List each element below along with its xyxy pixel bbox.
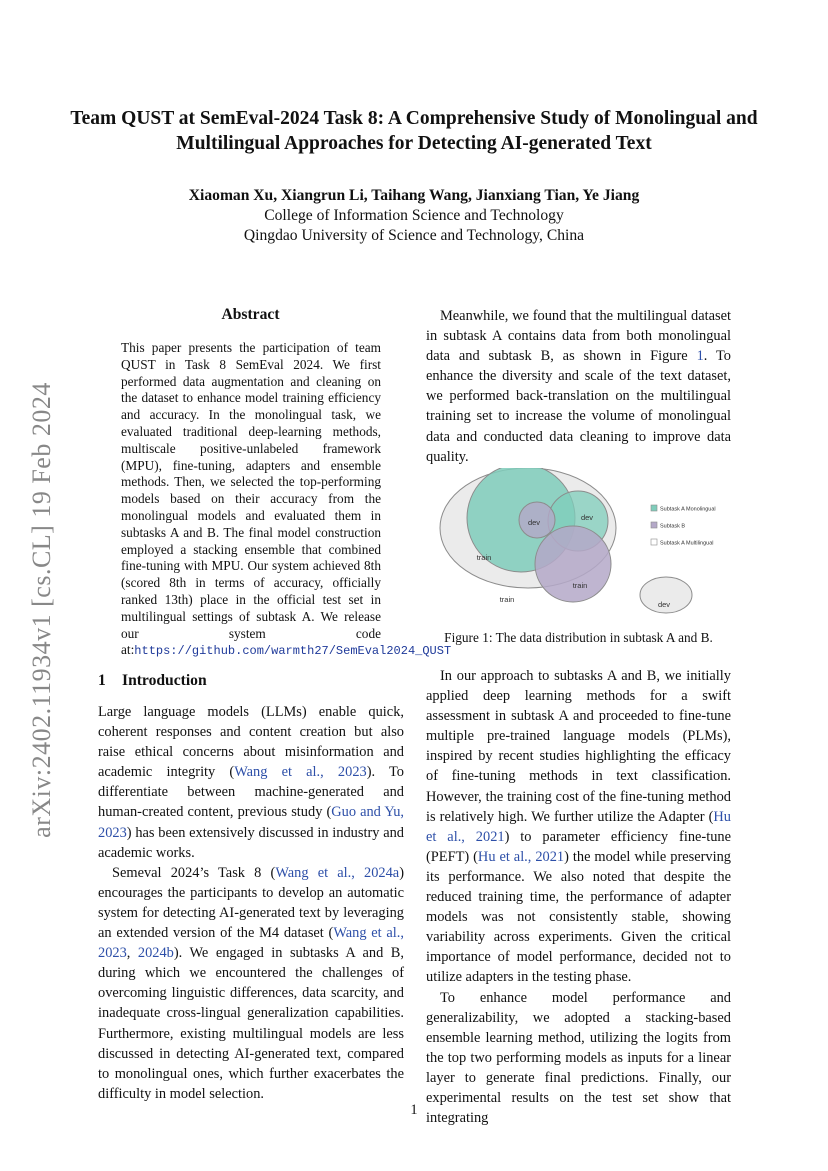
legend-label-multilingual: Subtask A Multilingual <box>660 540 714 547</box>
affiliation-line-1: College of Information Science and Technology <box>264 207 564 224</box>
text-run: ). To differentiate between machine-generated and human-created content, previous study ( <box>98 764 405 821</box>
arxiv-identifier <box>22 365 62 855</box>
abstract-heading: Abstract <box>221 306 280 323</box>
citation-link[interactable]: Hu et al., 2021 <box>477 848 565 865</box>
label-train-b: train <box>572 581 588 590</box>
subtask-b-train-region <box>535 526 611 602</box>
text-run: Semeval 2024’s Task 8 ( <box>112 864 276 881</box>
section-title: Introduction <box>122 672 207 689</box>
text-run: ). We engaged in subtasks A and B, during which we encountered the challenges of overcoming linguistic differences, data scarcity, and inadequate cross-lingual generalization capabilities. Furthermore, existing multilingual models are less discussed in detecting AI-generated text, compared to monolingual ones, which further exacerbates the difficulty in model selection. <box>98 945 404 1102</box>
venn-diagram <box>436 468 736 618</box>
section-number: 1 <box>98 672 106 689</box>
label-dev-mono: dev <box>580 513 594 522</box>
legend-swatch-multilingual <box>651 539 657 545</box>
citation-link[interactable]: Wang et al., 2024a <box>275 864 400 881</box>
legend-swatch-monolingual <box>651 505 657 511</box>
text-run: ) has been extensively discussed in industry and academic works. <box>98 824 404 861</box>
text-run: , <box>126 945 138 962</box>
text-run: In our approach to subtasks A and B, we initially applied deep learning methods for a swift assessment in subtask A and proceeded to fine-tune multiple pre-trained language models (PLMs), inspired by recent studies highlighting the efficacy of fine-tuning methods in text classification. However, the training cost of the fine-tuning method is relatively high. We further utilize the Adapter ( <box>426 668 731 825</box>
legend-label-monolingual: Subtask A Monolingual <box>660 506 716 513</box>
arxiv-identifier-text: arXiv:2402.11934v1 [cs.CL] 19 Feb 2024 <box>27 382 56 838</box>
abstract-text: This paper presents the participation of team QUST in Task 8 SemEval 2024. We first performed data augmentation and cleaning on the dataset to enhance model training efficiency and accuracy. In the monolingual task, we evaluated traditional deep-learning methods, multiscale positive-unlabeled framework (MPU), fine-tuning, adapters and ensemble methods. Then, we selected the top-performing models based on their accuracy from the monolingual models and evaluated them in subtasks A and B. The final model construction employed a stacking ensemble that combined fine-tuning with MPU. Our system achieved 8th (scored 8th in terms of accuracy, officially ranked 13th) place in the official test set in multilingual settings of subtask A. We release our system code at: <box>121 340 381 658</box>
text-run: ) the model while preserving its performance. We also noted that despite the reduced training time, the performance of adapter models was not consistently stable, showing variability across experiments. Given the critical importance of model performance, decided not to utilize adapters in the testing phase. <box>426 848 731 986</box>
label-dev-out: dev <box>657 600 671 609</box>
legend-swatch-subtask-b <box>651 522 657 528</box>
code-link[interactable]: https://github.com/warmth27/SemEval2024_QUST <box>134 644 452 659</box>
text-run: . To enhance the diversity and scale of the text dataset, we performed back-translation on the multilingual training set to increase the volume of monolingual data and conducted data cleaning to improve data quality. <box>426 348 731 465</box>
figure-caption: Figure 1: The data distribution in subtask A and B. <box>444 630 713 645</box>
citation-link[interactable]: Hu et al., 2021 <box>426 808 731 845</box>
intro-paragraph-1 <box>98 702 404 863</box>
text-run: Large language models (LLMs) enable quick, coherent responses and content creation but also raise ethical concerns about misinformation and academic integrity ( <box>98 704 404 781</box>
intro-column <box>98 702 404 1104</box>
section-heading-introduction <box>98 672 207 690</box>
citation-link[interactable]: Wang et al., 2023 <box>234 764 367 781</box>
legend-label-subtask-b: Subtask B <box>660 523 686 530</box>
right-column-top <box>426 306 731 467</box>
text-run: ) encourages the participants to develop an automatic system for detecting AI-generated text by leveraging an extended version of the M4 dataset ( <box>98 864 404 942</box>
text-run: ) to parameter efficiency fine-tune (PEFT) ( <box>426 828 731 865</box>
paper-title: Team QUST at SemEval-2024 Task 8: A Comprehensive Study of Monolingual and Multilingual Approaches for Detecting AI-generated Text <box>70 108 758 154</box>
affiliation-line-2: Qingdao University of Science and Technology, China <box>243 227 585 244</box>
figure-reference-link[interactable]: 1 <box>696 348 704 365</box>
citation-link[interactable]: 2024b <box>137 945 174 962</box>
figure-data-distribution <box>436 468 736 618</box>
citation-link[interactable]: Wang et al., 2023 <box>98 925 404 962</box>
label-train-mono: train <box>476 553 492 562</box>
author-block <box>60 186 768 246</box>
author-names: Xiaoman Xu, Xiangrun Li, Taihang Wang, Jianxiang Tian, Ye Jiang <box>188 187 640 204</box>
right-paragraph-1 <box>426 306 731 467</box>
right-paragraph-2 <box>426 666 731 988</box>
label-dev-small: dev <box>527 518 541 527</box>
right-paragraph-3: To enhance model performance and generalizability, we adopted a stacking-based ensemble learning method, utilizing the logits from the top two performing models as inputs for a linear layer to generate final predictions. Finally, our experimental results on the test set show that integrating <box>426 989 731 1127</box>
citation-link[interactable]: Guo and Yu, 2023 <box>98 804 404 841</box>
label-train-big: train <box>499 595 515 604</box>
abstract-body <box>121 340 452 660</box>
page-number: 1 <box>410 1102 418 1118</box>
intro-paragraph-2 <box>98 863 404 1104</box>
text-run: Meanwhile, we found that the multilingual dataset in subtask A contains data from both monolingual data and subtask B, as shown in Figure <box>426 308 731 365</box>
right-column-bottom <box>426 666 731 1128</box>
